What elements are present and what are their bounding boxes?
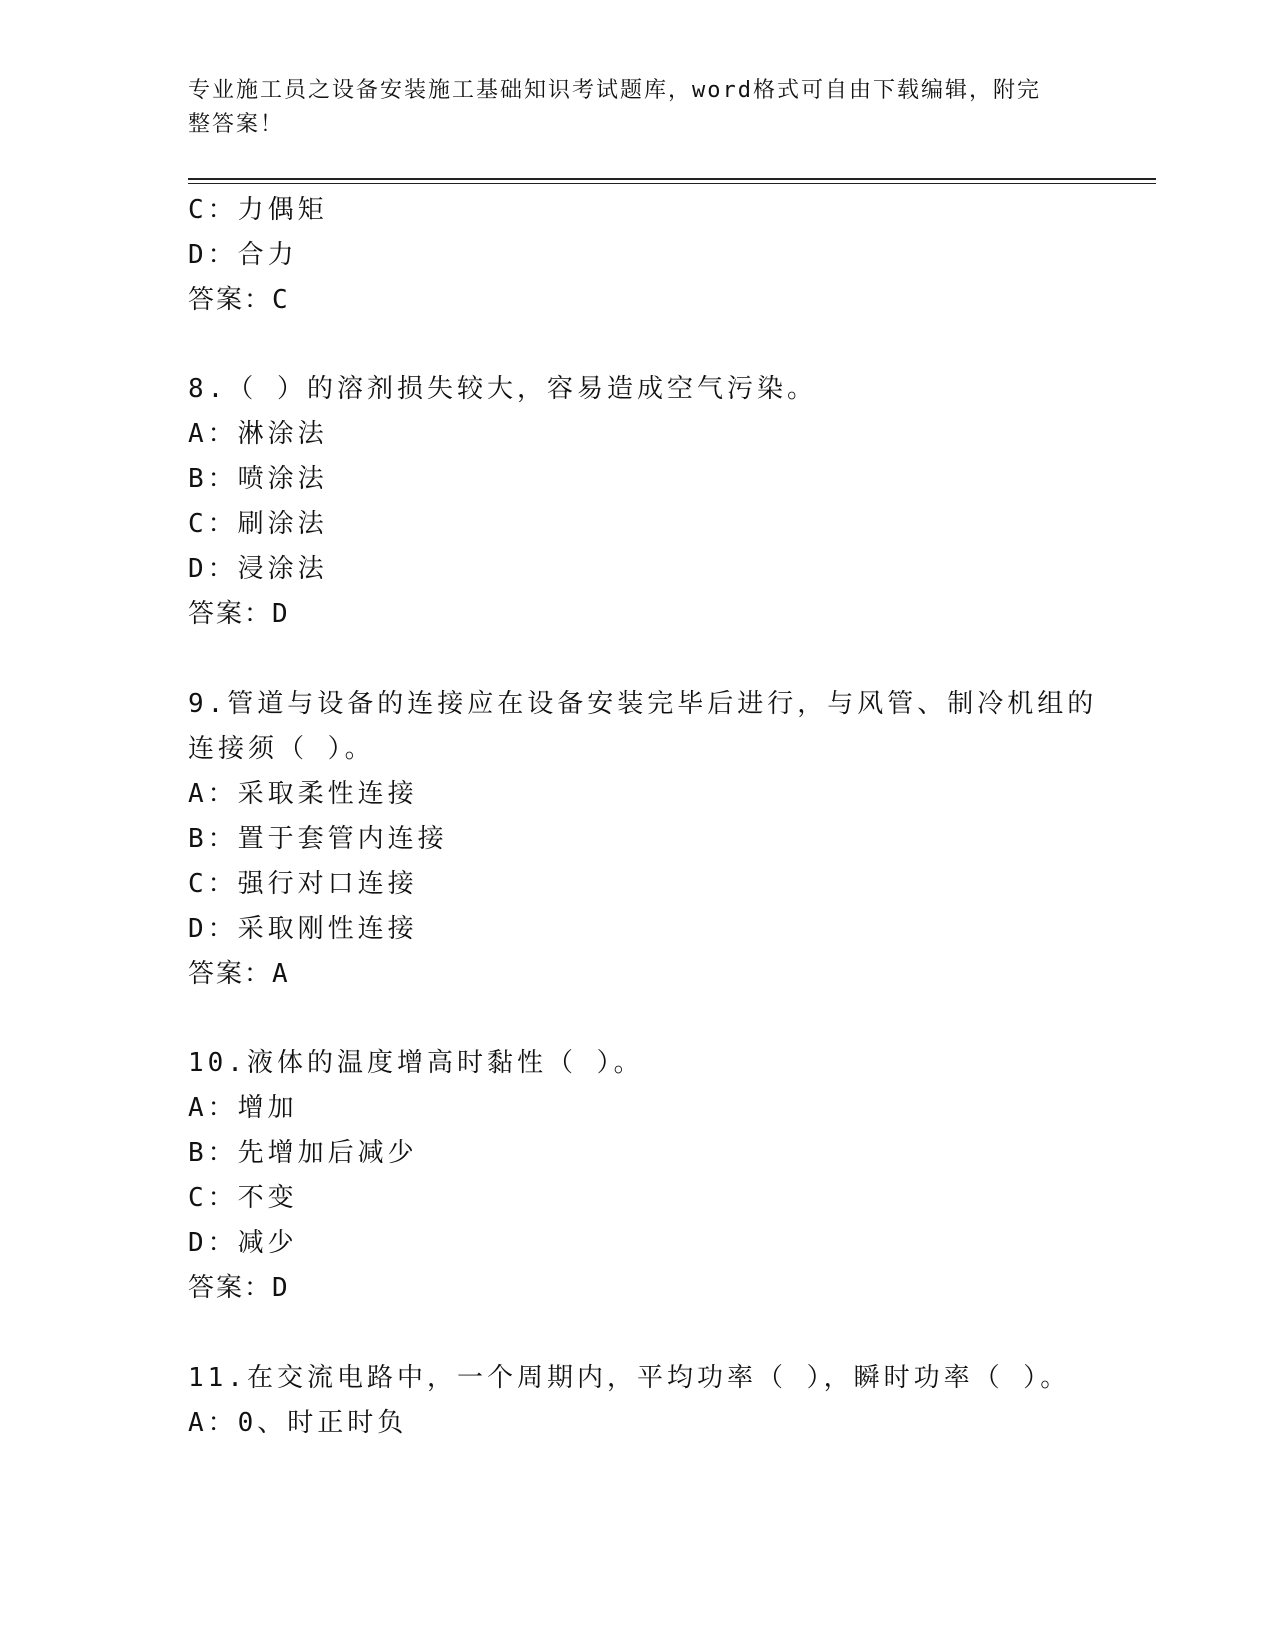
answer-line: 答案：D <box>188 1273 290 1303</box>
answer-line: 答案：D <box>188 599 290 629</box>
option-line: D：合力 <box>188 240 298 270</box>
header-line-1: 专业施工员之设备安装施工基础知识考试题库，word格式可自由下载编辑，附完 <box>188 78 1041 103</box>
answer-line: 答案：C <box>188 285 290 315</box>
question-line: 8.（ ）的溶剂损失较大，容易造成空气污染。 <box>188 374 817 404</box>
option-line: C：不变 <box>188 1183 298 1213</box>
option-line: B：喷涂法 <box>188 464 328 494</box>
option-line: B：先增加后减少 <box>188 1138 418 1168</box>
option-line: C：刷涂法 <box>188 509 328 539</box>
question-line: 10.液体的温度增高时黏性（ ）。 <box>188 1048 644 1078</box>
option-line: A：0、时正时负 <box>188 1408 408 1438</box>
option-line: C：强行对口连接 <box>188 869 418 899</box>
option-line: A：增加 <box>188 1093 298 1123</box>
option-line: D：采取刚性连接 <box>188 914 418 944</box>
question-line: 9.管道与设备的连接应在设备安装完毕后进行，与风管、制冷机组的 <box>188 689 1098 719</box>
option-line: D：减少 <box>188 1228 298 1258</box>
option-line: A：淋涂法 <box>188 419 328 449</box>
option-line: D：浸涂法 <box>188 554 328 584</box>
header-line-2: 整答案！ <box>188 112 285 137</box>
option-line: C：力偶矩 <box>188 195 328 225</box>
header-divider-thick <box>188 178 1156 180</box>
answer-line: 答案：A <box>188 959 290 989</box>
document-header <box>188 74 1068 142</box>
option-line: B：置于套管内连接 <box>188 824 448 854</box>
option-line: A：采取柔性连接 <box>188 779 418 809</box>
question-line: 11.在交流电路中，一个周期内，平均功率（ ），瞬时功率（ ）。 <box>188 1363 1071 1393</box>
question-line: 连接须（ ）。 <box>188 734 375 764</box>
header-divider-thin <box>188 183 1156 184</box>
